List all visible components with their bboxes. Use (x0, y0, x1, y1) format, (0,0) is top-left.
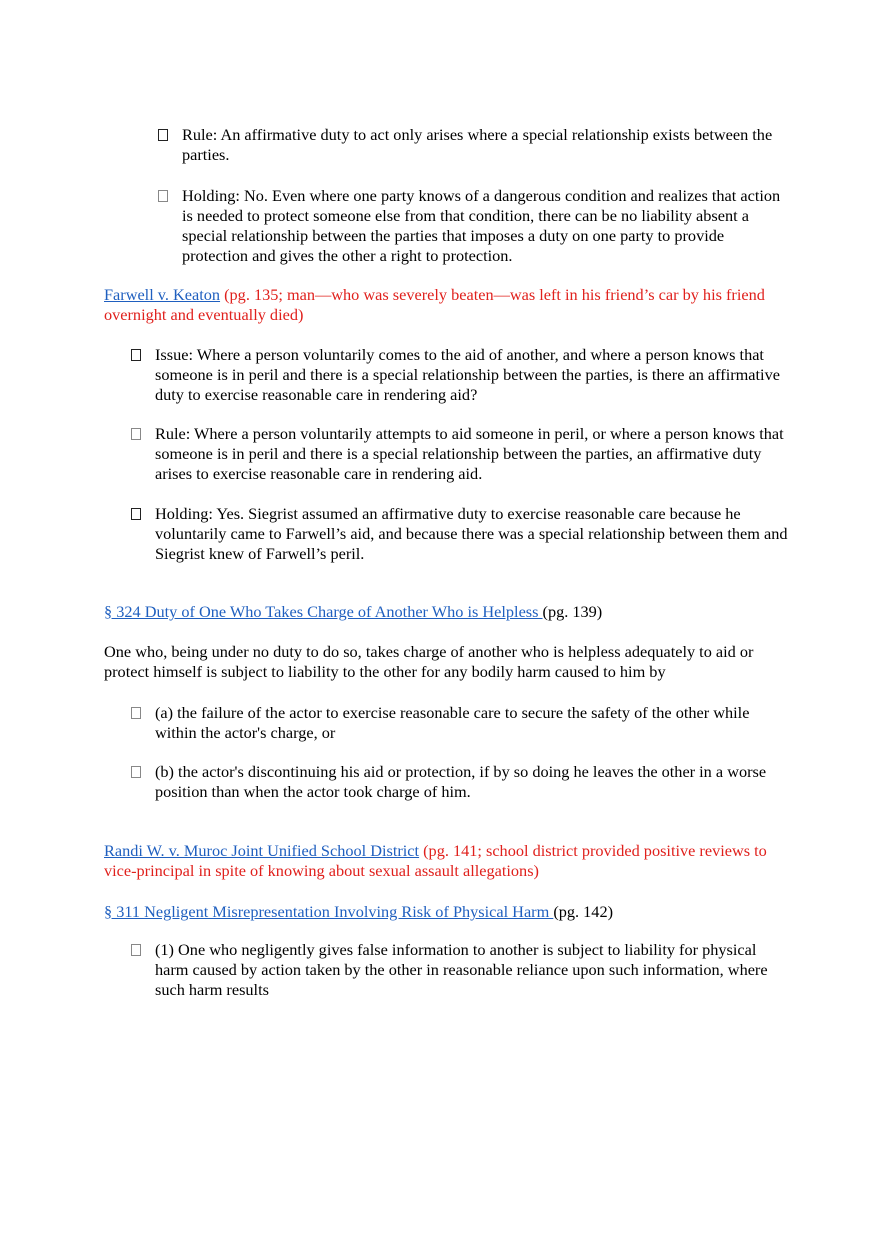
checkbox-bullet-icon (131, 504, 145, 564)
bullet-text: Issue: Where a person voluntarily comes to the aid of another, and where a person knows that someone is in peril and there is a special relationship between the parties, is there an affirmative duty to exercise reasonable care in rendering aid? (155, 345, 780, 404)
checkbox-bullet-icon (158, 186, 172, 266)
bullet-text: (b) the actor's discontinuing his aid or protection, if by so doing he leaves the other in a worse position than when the actor took charge of him. (155, 762, 767, 801)
case-note: (pg. 141; school district provided positive reviews to vice-principal in spite of knowing about sexual assault allegations) (104, 841, 767, 880)
section-link-324[interactable]: § 324 Duty of One Who Takes Charge of Another Who is Helpless (104, 602, 543, 621)
checkbox-bullet-icon (131, 703, 145, 743)
bullet-311-1 (131, 940, 791, 1000)
case-heading-farwell (104, 285, 794, 325)
checkbox-bullet-icon (158, 125, 172, 165)
section-heading-311 (104, 902, 794, 922)
bullet-holding-1 (158, 186, 788, 266)
checkbox-bullet-icon (131, 940, 145, 1000)
case-heading-randi (104, 841, 794, 881)
bullet-b (131, 762, 791, 802)
bullet-text: Holding: Yes. Siegrist assumed an affirmative duty to exercise reasonable care because he voluntarily came to Farwell’s aid, and because there was a special relationship between them and Siegrist knew of Farwell’s peril. (155, 504, 788, 563)
bullet-text: (1) One who negligently gives false information to another is subject to liability for physical harm caused by action taken by the other in reasonable reliance upon such information, where such harm results (155, 940, 768, 999)
case-link-farwell[interactable]: Farwell v. Keaton (104, 285, 221, 304)
checkbox-bullet-icon (131, 762, 145, 802)
checkbox-bullet-icon (131, 345, 145, 405)
case-link-randi[interactable]: Randi W. v. Muroc Joint Unified School District (104, 841, 420, 860)
bullet-rule-2 (131, 424, 791, 484)
section-link-311[interactable]: § 311 Negligent Misrepresentation Involving Risk of Physical Harm (104, 902, 554, 921)
bullet-text: Rule: An affirmative duty to act only arises where a special relationship exists between the parties. (182, 125, 773, 164)
checkbox-bullet-icon (131, 424, 145, 484)
page-reference: (pg. 139) (542, 602, 603, 621)
case-note: (pg. 135; man—who was severely beaten—was left in his friend’s car by his friend overnight and eventually died) (104, 285, 765, 324)
bullet-rule-1 (158, 125, 788, 165)
section-heading-324 (104, 602, 794, 622)
bullet-text: Rule: Where a person voluntarily attempts to aid someone in peril, or where a person knows that someone is in peril and there is a special relationship between the parties, an affirmative duty arises to exercise reasonable care in rendering aid. (155, 424, 784, 483)
page-reference: (pg. 142) (553, 902, 614, 921)
bullet-text: (a) the failure of the actor to exercise reasonable care to secure the safety of the other while within the actor's charge, or (155, 703, 750, 742)
bullet-a (131, 703, 791, 743)
bullet-holding-2 (131, 504, 791, 564)
bullet-text: Holding: No. Even where one party knows of a dangerous condition and realizes that action is needed to protect someone else from that condition, there can be no liability absent a special relationship between the parties that imposes a duty on one party to provide protection and gives the other a right to protection. (182, 186, 781, 265)
section-324-body: One who, being under no duty to do so, takes charge of another who is helpless adequately to aid or protect himself is subject to liability to the other for any bodily harm caused to him by (104, 642, 754, 681)
bullet-issue (131, 345, 791, 405)
